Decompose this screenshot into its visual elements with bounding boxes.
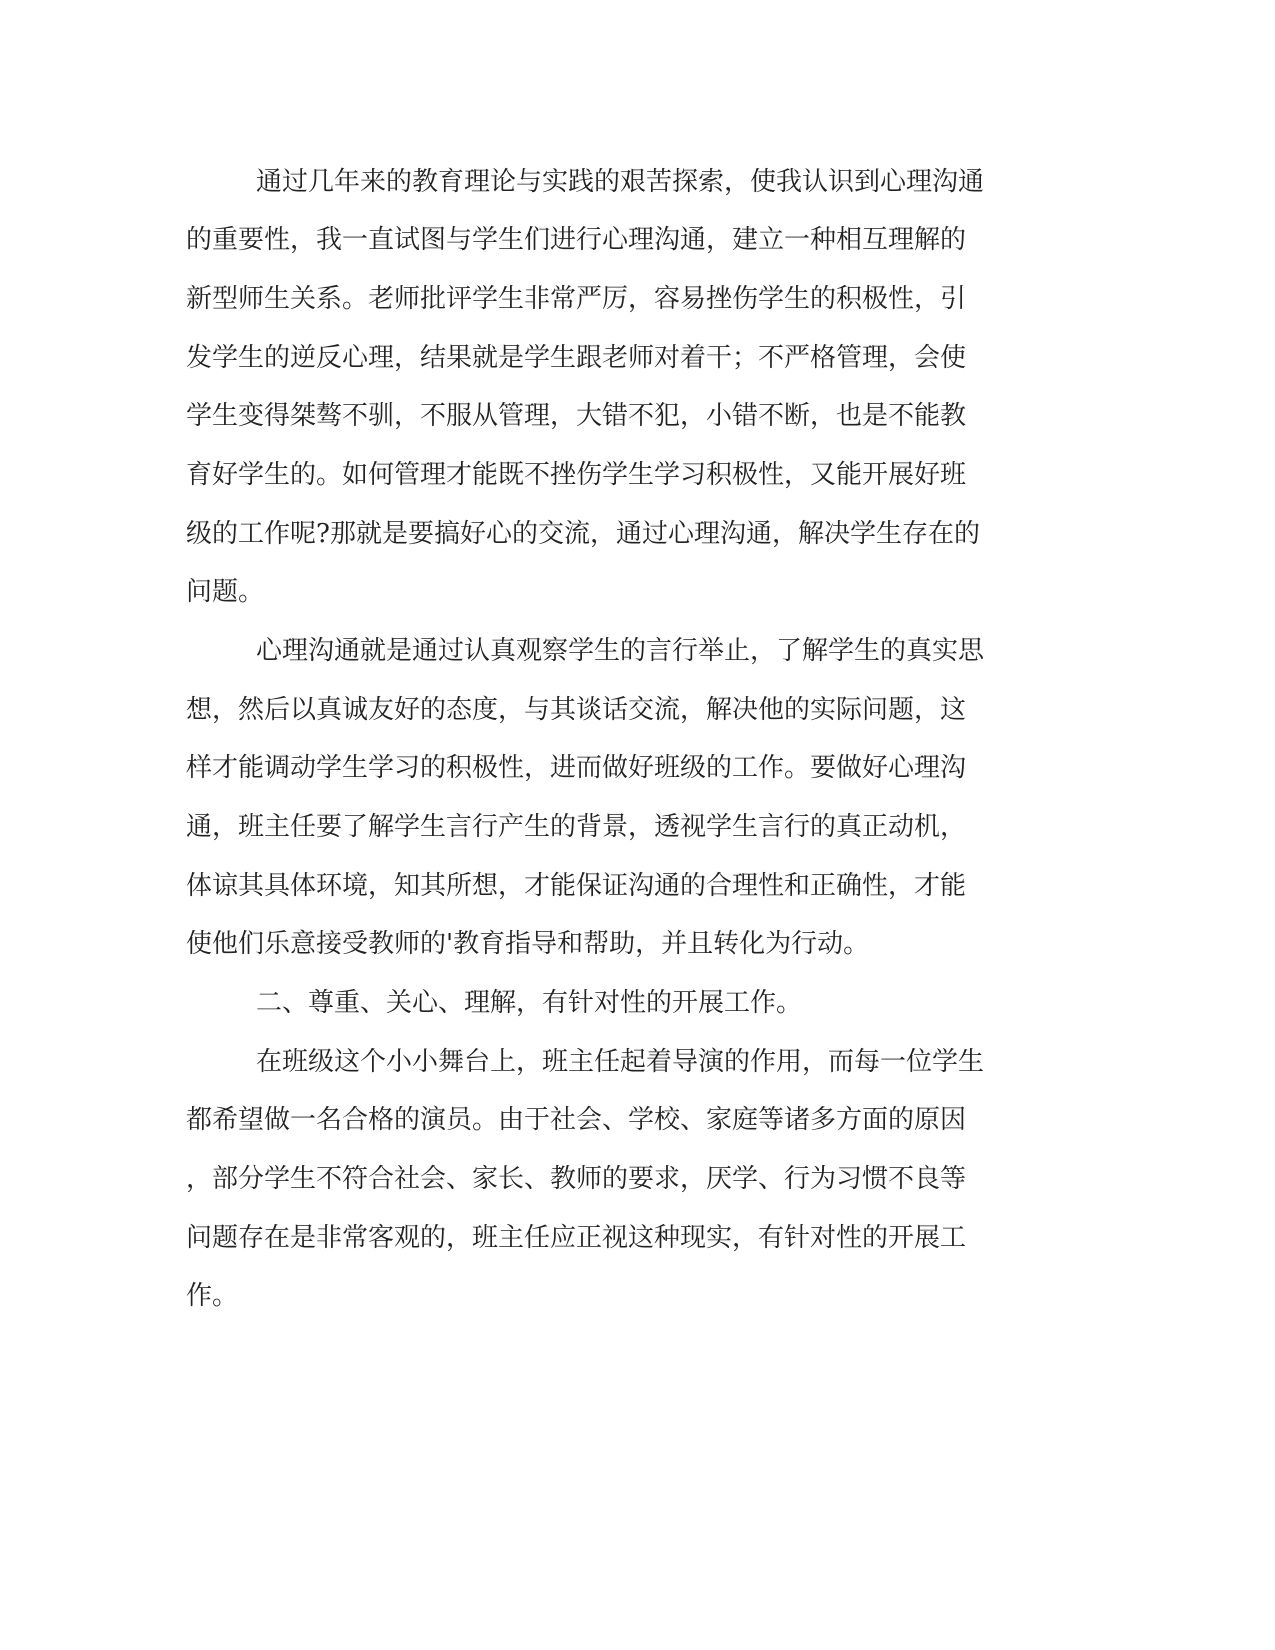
text-line: 都希望做一名合格的演员。由于社会、学校、家庭等诸多方面的原因 xyxy=(186,1105,967,1135)
text-line: 通过几年来的教育理论与实践的艰苦探索，使我认识到心理沟通 xyxy=(256,167,985,197)
text-line: 在班级这个小小舞台上，班主任起着导演的作用，而每一位学生 xyxy=(256,1047,985,1077)
text-line: 心理沟通就是通过认真观察学生的言行举止，了解学生的真实思 xyxy=(256,636,985,666)
text-line: 体谅其具体环境，知其所想，才能保证沟通的合理性和正确性，才能 xyxy=(186,871,967,901)
text-line: 新型师生关系。老师批评学生非常严厉，容易挫伤学生的积极性，引 xyxy=(186,284,967,314)
text-line: 样才能调动学生学习的积极性，进而做好班级的工作。要做好心理沟 xyxy=(186,753,967,783)
text-line: 育好学生的。如何管理才能既不挫伤学生学习积极性，又能开展好班 xyxy=(186,460,967,490)
text-line: 级的工作呢?那就是要搞好心的交流，通过心理沟通，解决学生存在的 xyxy=(186,519,980,549)
text-line: 问题。 xyxy=(186,577,265,607)
text-line: 问题存在是非常客观的，班主任应正视这种现实，有针对性的开展工 xyxy=(186,1223,967,1253)
text-line: ，部分学生不符合社会、家长、教师的要求，厌学、行为习惯不良等 xyxy=(186,1164,967,1194)
text-line: 发学生的逆反心理，结果就是学生跟老师对着干；不严格管理，会使 xyxy=(186,343,967,373)
text-line: 的重要性，我一直试图与学生们进行心理沟通，建立一种相互理解的 xyxy=(186,225,967,255)
section-heading: 二、尊重、关心、理解，有针对性的开展工作。 xyxy=(256,988,803,1018)
text-line: 通，班主任要了解学生言行产生的背景，透视学生言行的真正动机， xyxy=(186,812,967,842)
text-line: 作。 xyxy=(186,1281,239,1311)
text-line: 想，然后以真诚友好的态度，与其谈话交流，解决他的实际问题，这 xyxy=(186,695,967,725)
text-line: 学生变得桀骜不驯，不服从管理，大错不犯，小错不断，也是不能教 xyxy=(186,401,967,431)
text-line: 使他们乐意接受教师的'教育指导和帮助，并且转化为行动。 xyxy=(186,929,870,959)
